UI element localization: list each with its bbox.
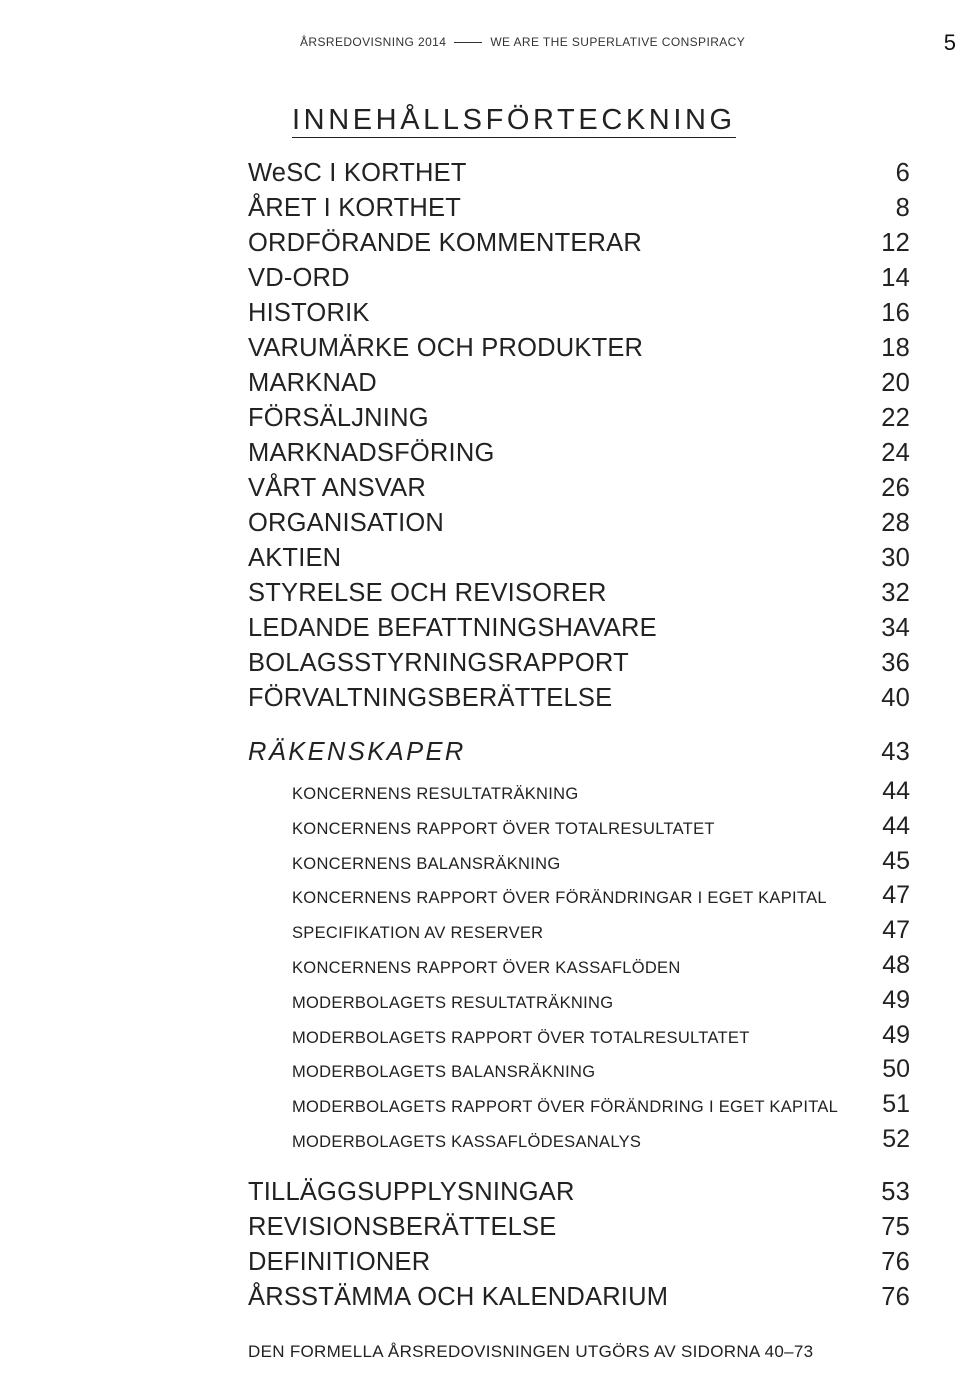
running-head: [300, 35, 745, 49]
toc-sub-entry[interactable]: [248, 777, 910, 812]
toc-entry-label: VARUMÄRKE OCH PRODUKTER: [248, 334, 644, 362]
toc-sub-entry[interactable]: [248, 1055, 910, 1090]
toc-entry-page: 14: [881, 264, 910, 292]
toc-sub-entry-label: KONCERNENS RESULTATRÄKNING: [292, 785, 579, 803]
toc-main-list: [248, 159, 910, 719]
toc-sub-entry-label: KONCERNENS BALANSRÄKNING: [292, 854, 561, 873]
toc-entry[interactable]: [248, 299, 910, 334]
toc-sub-entry-label: MODERBOLAGETS RAPPORT ÖVER TOTALRESULTATET: [292, 1028, 750, 1047]
toc-entry-page: 34: [881, 614, 910, 642]
toc-entry-label: AKTIEN: [248, 544, 342, 572]
toc-entry-label: ÅRET I KORTHET: [248, 194, 461, 222]
toc-section-page: 43: [881, 738, 910, 766]
toc-entry-page: 18: [881, 334, 910, 362]
toc-entry-page: 76: [881, 1283, 910, 1311]
toc-entry-page: 16: [881, 299, 910, 327]
toc-entry-label: TILLÄGGSUPPLYSNINGAR: [248, 1178, 575, 1206]
company-slogan: WE ARE THE SUPERLATIVE CONSPIRACY: [490, 35, 746, 49]
toc-entry-page: 32: [881, 579, 910, 607]
toc-entry[interactable]: [248, 579, 910, 614]
toc-entry[interactable]: [248, 509, 910, 544]
toc-entry-label: MARKNADSFÖRING: [248, 439, 495, 467]
toc-sub-entry-label: KONCERNENS RAPPORT ÖVER TOTALRESULTATET: [292, 819, 715, 838]
toc-entry-page: 26: [881, 474, 910, 502]
toc-entry-label: FÖRVALTNINGSBERÄTTELSE: [248, 684, 613, 712]
report-name: ÅRSREDOVISNING 2014: [300, 35, 447, 49]
toc-tail-list: [248, 1178, 910, 1318]
toc-sub-entry-page: 49: [882, 1020, 910, 1049]
toc-sub-list: [248, 777, 910, 1160]
toc-entry[interactable]: [248, 439, 910, 474]
toc-entry-page: 12: [881, 229, 910, 257]
toc-entry-page: 40: [881, 684, 910, 712]
toc-entry-page: 30: [881, 544, 910, 572]
toc-sub-entry-label: KONCERNENS RAPPORT ÖVER KASSAFLÖDEN: [292, 958, 681, 977]
toc-entry-page: 36: [881, 649, 910, 677]
toc-entry-label: ORDFÖRANDE KOMMENTERAR: [248, 229, 642, 257]
toc-sub-entry[interactable]: [248, 1021, 910, 1056]
toc-sub-entry-label: MODERBOLAGETS KASSAFLÖDESANALYS: [292, 1132, 642, 1151]
toc-sub-entry[interactable]: [248, 951, 910, 986]
toc-sub-entry-page: 50: [882, 1055, 910, 1084]
toc-entry-page: 75: [881, 1213, 910, 1241]
header-separator: [454, 42, 482, 43]
toc-sub-entry-page: 47: [882, 881, 910, 910]
toc-entry-label: LEDANDE BEFATTNINGSHAVARE: [248, 614, 657, 642]
toc-sub-entry-page: 48: [882, 950, 910, 979]
toc-sub-entry-page: 45: [882, 846, 910, 875]
page-number: 5: [943, 30, 956, 55]
toc-sub-entry-page: 44: [882, 777, 910, 805]
toc-entry[interactable]: [248, 369, 910, 404]
toc-section-label: RÄKENSKAPER: [248, 738, 466, 766]
toc-entry[interactable]: [248, 264, 910, 299]
toc-entry[interactable]: [248, 1248, 910, 1283]
toc-entry-page: 8: [895, 194, 910, 222]
toc-entry-page: 6: [895, 159, 910, 187]
toc-entry[interactable]: [248, 614, 910, 649]
toc-section-heading: [248, 738, 910, 774]
page-title: [292, 104, 736, 137]
toc-section-entry[interactable]: [248, 738, 910, 774]
toc-sub-entry-page: 51: [882, 1090, 910, 1119]
toc-entry-page: 24: [881, 439, 910, 467]
toc-sub-entry-label: KONCERNENS RAPPORT ÖVER FÖRÄNDRINGAR I EGET KAPITAL: [292, 889, 827, 908]
toc-sub-entry[interactable]: [248, 1125, 910, 1160]
toc-entry-page: 22: [881, 404, 910, 432]
toc-entry-page: 53: [881, 1178, 910, 1206]
toc-entry[interactable]: [248, 474, 910, 509]
toc-entry[interactable]: [248, 229, 910, 264]
toc-entry-page: 28: [881, 509, 910, 537]
toc-sub-entry[interactable]: [248, 986, 910, 1021]
toc-entry[interactable]: [248, 334, 910, 369]
toc-entry[interactable]: [248, 684, 910, 719]
toc-sub-entry-page: 44: [882, 811, 910, 840]
toc-entry-label: BOLAGSSTYRNINGSRAPPORT: [248, 649, 629, 677]
toc-entry-label: MARKNAD: [248, 369, 377, 397]
toc-entry[interactable]: [248, 1178, 910, 1213]
toc-entry[interactable]: [248, 159, 910, 194]
toc-sub-entry-label: MODERBOLAGETS RESULTATRÄKNING: [292, 993, 614, 1012]
toc-title-text: INNEHÅLLSFÖRTECKNING: [292, 104, 736, 136]
toc-sub-entry[interactable]: [248, 916, 910, 951]
toc-entry-page: 20: [881, 369, 910, 397]
toc-entry-label: STYRELSE OCH REVISORER: [248, 579, 607, 607]
toc-entry-page: 76: [881, 1248, 910, 1276]
toc-sub-entry-page: 49: [882, 985, 910, 1014]
toc-sub-entry-label: MODERBOLAGETS RAPPORT ÖVER FÖRÄNDRING I EGET KAPITAL: [292, 1098, 839, 1117]
toc-sub-entry-page: 52: [882, 1124, 910, 1153]
toc-entry[interactable]: [248, 649, 910, 684]
toc-sub-entry[interactable]: [248, 881, 910, 916]
toc-sub-entry[interactable]: [248, 847, 910, 882]
toc-entry-label: DEFINITIONER: [248, 1248, 431, 1276]
toc-entry[interactable]: [248, 1283, 910, 1318]
footnote: DEN FORMELLA ÅRSREDOVISNINGEN UTGÖRS AV SIDORNA 40–73: [248, 1342, 814, 1361]
toc-entry-label: ÅRSSTÄMMA OCH KALENDARIUM: [248, 1283, 669, 1311]
toc-entry[interactable]: [248, 544, 910, 579]
toc-entry[interactable]: [248, 1213, 910, 1248]
toc-entry-label: VD-ORD: [248, 264, 350, 292]
toc-sub-entry-label: MODERBOLAGETS BALANSRÄKNING: [292, 1063, 596, 1082]
toc-entry-label: HISTORIK: [248, 299, 370, 327]
toc-entry[interactable]: [248, 404, 910, 439]
toc-sub-entry-page: 47: [882, 916, 910, 945]
toc-sub-entry[interactable]: [248, 812, 910, 847]
toc-entry-label: VÅRT ANSVAR: [248, 474, 426, 502]
toc-sub-entry-label: SPECIFIKATION AV RESERVER: [292, 924, 544, 943]
toc-sub-entry[interactable]: [248, 1090, 910, 1125]
toc-entry-label: FÖRSÄLJNING: [248, 404, 429, 432]
toc-entry-label: WeSC I KORTHET: [248, 159, 467, 187]
toc-entry-label: REVISIONSBERÄTTELSE: [248, 1213, 557, 1241]
toc-entry[interactable]: [248, 194, 910, 229]
toc-entry-label: ORGANISATION: [248, 509, 445, 537]
